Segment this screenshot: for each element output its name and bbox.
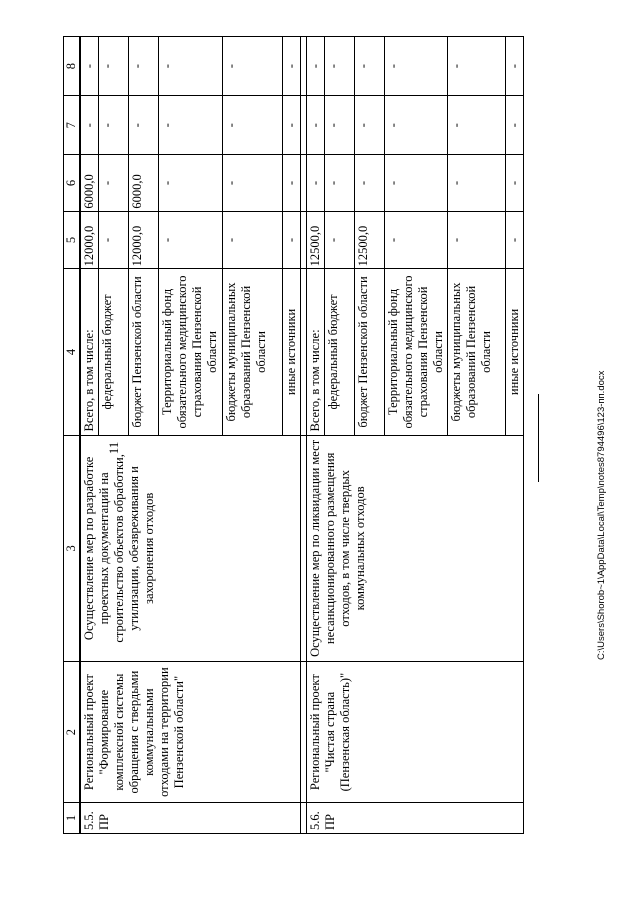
value-cell: -	[223, 96, 283, 155]
measure-text: Осуществление мер по ликвидации мест несанкционированного размещения отходов, в том числе твердых коммунальных отходов	[307, 435, 524, 662]
value-cell: 12000,0	[129, 211, 159, 269]
col-header: 4	[64, 269, 81, 435]
value-cell: -	[159, 211, 223, 269]
col-header: 7	[64, 96, 81, 155]
value-cell: -	[307, 155, 325, 211]
value-cell: -	[223, 155, 283, 211]
value-cell: 12500,0	[355, 211, 385, 269]
col-header: 8	[64, 37, 81, 96]
page-number: 11	[106, 441, 121, 455]
row-id: 5.6. ПР	[307, 803, 524, 834]
source-label: федеральный бюджет	[325, 269, 355, 435]
value-cell: -	[307, 96, 325, 155]
col-header: 5	[64, 211, 81, 269]
table-row	[80, 37, 99, 834]
header-row	[64, 37, 81, 834]
value-cell: -	[223, 211, 283, 269]
value-cell: -	[129, 96, 159, 155]
row-id: 5.5. ПР	[80, 803, 301, 834]
value-cell: -	[355, 155, 385, 211]
value-cell: -	[283, 211, 301, 269]
file-path: C:\Users\Shorob~1\AppData\Local\Temp\notes8794496\123-пп.docx	[596, 370, 607, 660]
col-header: 1	[64, 803, 81, 834]
value-cell: -	[307, 37, 325, 96]
source-label: бюджеты муниципальных образований Пензенской области	[448, 269, 506, 435]
value-cell: -	[223, 37, 283, 96]
col-header: 3	[64, 435, 81, 662]
value-cell: -	[283, 155, 301, 211]
value-cell: -	[355, 37, 385, 96]
value-cell: 12500,0	[307, 211, 325, 269]
value-cell: -	[506, 96, 524, 155]
col-header: 2	[64, 662, 81, 803]
source-label: бюджет Пензенской области	[129, 269, 159, 435]
value-cell: -	[325, 211, 355, 269]
value-cell: -	[385, 211, 448, 269]
rotated-table-wrapper	[63, 36, 521, 834]
value-cell: -	[283, 96, 301, 155]
source-label: Территориальный фонд обязательного медицинского страхования Пензенской области	[385, 269, 448, 435]
value-cell: -	[80, 37, 99, 96]
value-cell: -	[99, 37, 129, 96]
value-cell: -	[80, 96, 99, 155]
value-cell: 6000,0	[129, 155, 159, 211]
source-label: бюджеты муниципальных образований Пензенской области	[223, 269, 283, 435]
value-cell: -	[385, 96, 448, 155]
value-cell: -	[448, 155, 506, 211]
value-cell: -	[325, 96, 355, 155]
value-cell: -	[448, 96, 506, 155]
value-cell: 6000,0	[80, 155, 99, 211]
value-cell: -	[159, 155, 223, 211]
source-label: иные источники	[506, 269, 524, 435]
project-name: Региональный проект "Формирование комплексной системы обращения с твердыми коммунальными отходами на территории Пензенской области"	[80, 662, 301, 803]
col-header: 6	[64, 155, 81, 211]
value-cell: -	[325, 37, 355, 96]
value-cell: -	[99, 96, 129, 155]
value-cell: -	[159, 96, 223, 155]
separator-rule	[538, 394, 539, 482]
source-label: бюджет Пензенской области	[355, 269, 385, 435]
source-label: федеральный бюджет	[99, 269, 129, 435]
value-cell: -	[99, 155, 129, 211]
value-cell: -	[325, 155, 355, 211]
measure-text: Осуществление мер по разработке проектных документаций на строительство объектов обработки, утилизации, обезвреживания и захоронения отходов	[80, 435, 301, 662]
funding-table	[63, 36, 524, 834]
source-label: Всего, в том числе:	[307, 269, 325, 435]
value-cell: -	[385, 37, 448, 96]
value-cell: -	[99, 211, 129, 269]
value-cell: -	[385, 155, 448, 211]
value-cell: -	[129, 37, 159, 96]
source-label: иные источники	[283, 269, 301, 435]
value-cell: -	[506, 211, 524, 269]
value-cell: -	[506, 155, 524, 211]
source-label: Территориальный фонд обязательного медицинского страхования Пензенской области	[159, 269, 223, 435]
project-name: Региональный проект "Чистая страна (Пензенская область)"	[307, 662, 524, 803]
value-cell: -	[506, 37, 524, 96]
value-cell: 12000,0	[80, 211, 99, 269]
table-row	[307, 37, 325, 834]
value-cell: -	[283, 37, 301, 96]
source-label: Всего, в том числе:	[80, 269, 99, 435]
value-cell: -	[159, 37, 223, 96]
value-cell: -	[448, 37, 506, 96]
value-cell: -	[355, 96, 385, 155]
value-cell: -	[448, 211, 506, 269]
